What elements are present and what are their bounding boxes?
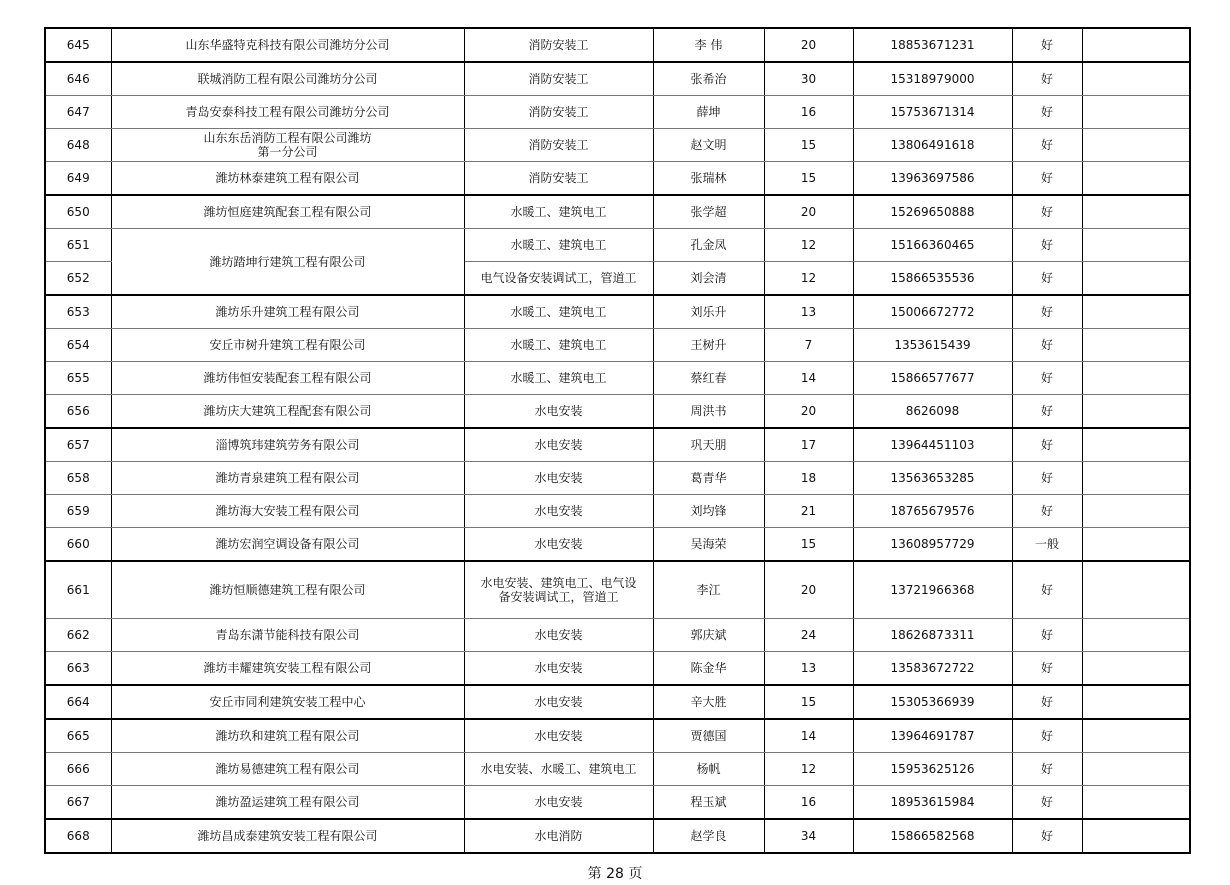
remark-cell — [1082, 362, 1190, 395]
company-cell: 潍坊林泰建筑工程有限公司 — [111, 162, 464, 196]
rating-cell: 好 — [1012, 295, 1082, 329]
company-cell: 潍坊庆大建筑工程配套有限公司 — [111, 395, 464, 429]
remark-cell — [1082, 619, 1190, 652]
rating-cell: 好 — [1012, 719, 1082, 753]
phone-cell: 18953615984 — [853, 786, 1012, 820]
headcount-cell: 13 — [764, 652, 853, 686]
remark-cell — [1082, 162, 1190, 196]
table-row — [45, 28, 1190, 62]
phone-cell: 13964451103 — [853, 428, 1012, 462]
row-number-cell: 656 — [45, 395, 111, 429]
company-cell: 潍坊伟恒安装配套工程有限公司 — [111, 362, 464, 395]
company-cell: 青岛东潇节能科技有限公司 — [111, 619, 464, 652]
headcount-cell: 12 — [764, 262, 853, 296]
table-row — [45, 619, 1190, 652]
phone-cell: 13583672722 — [853, 652, 1012, 686]
contact-name-cell: 杨帆 — [653, 753, 764, 786]
company-cell: 潍坊恒顺德建筑工程有限公司 — [111, 561, 464, 619]
headcount-cell: 15 — [764, 129, 853, 162]
headcount-cell: 15 — [764, 685, 853, 719]
rating-cell: 好 — [1012, 428, 1082, 462]
phone-cell: 15753671314 — [853, 96, 1012, 129]
contact-name-cell: 赵文明 — [653, 129, 764, 162]
contact-name-cell: 刘均锋 — [653, 495, 764, 528]
trade-cell: 水电安装 — [464, 462, 653, 495]
contact-name-cell: 周洪书 — [653, 395, 764, 429]
trade-cell: 水电安装 — [464, 619, 653, 652]
table-row — [45, 229, 1190, 262]
row-number-cell: 651 — [45, 229, 111, 262]
table-row — [45, 528, 1190, 562]
rating-cell: 好 — [1012, 262, 1082, 296]
page-number: 第 28 页 — [587, 866, 643, 882]
remark-cell — [1082, 229, 1190, 262]
row-number-cell: 648 — [45, 129, 111, 162]
headcount-cell: 15 — [764, 528, 853, 562]
row-number-cell: 666 — [45, 753, 111, 786]
rating-cell: 好 — [1012, 819, 1082, 853]
trade-cell: 水暖工、建筑电工 — [464, 329, 653, 362]
trade-cell: 水电消防 — [464, 819, 653, 853]
rating-cell: 好 — [1012, 362, 1082, 395]
table-row — [45, 129, 1190, 162]
company-cell: 潍坊丰耀建筑安装工程有限公司 — [111, 652, 464, 686]
table-row — [45, 819, 1190, 853]
phone-cell: 13963697586 — [853, 162, 1012, 196]
headcount-cell: 14 — [764, 719, 853, 753]
trade-cell: 消防安装工 — [464, 96, 653, 129]
remark-cell — [1082, 719, 1190, 753]
remark-cell — [1082, 28, 1190, 62]
table-row — [45, 786, 1190, 820]
contact-name-cell: 陈金华 — [653, 652, 764, 686]
headcount-cell: 12 — [764, 229, 853, 262]
phone-cell: 15305366939 — [853, 685, 1012, 719]
remark-cell — [1082, 753, 1190, 786]
row-number-cell: 658 — [45, 462, 111, 495]
trade-cell: 消防安装工 — [464, 129, 653, 162]
row-number-cell: 668 — [45, 819, 111, 853]
company-cell: 潍坊青泉建筑工程有限公司 — [111, 462, 464, 495]
headcount-cell: 16 — [764, 96, 853, 129]
table-row — [45, 561, 1190, 619]
table-body — [45, 28, 1190, 853]
rating-cell: 好 — [1012, 685, 1082, 719]
rating-cell: 一般 — [1012, 528, 1082, 562]
row-number-cell: 655 — [45, 362, 111, 395]
contact-name-cell: 张学超 — [653, 195, 764, 229]
row-number-cell: 661 — [45, 561, 111, 619]
rating-cell: 好 — [1012, 28, 1082, 62]
phone-cell: 13721966368 — [853, 561, 1012, 619]
phone-cell: 15006672772 — [853, 295, 1012, 329]
trade-cell: 水电安装 — [464, 395, 653, 429]
table-row — [45, 295, 1190, 329]
contact-name-cell: 赵学良 — [653, 819, 764, 853]
headcount-cell: 34 — [764, 819, 853, 853]
rating-cell: 好 — [1012, 395, 1082, 429]
trade-cell: 水电安装 — [464, 652, 653, 686]
company-cell: 潍坊宏润空调设备有限公司 — [111, 528, 464, 562]
headcount-cell: 20 — [764, 561, 853, 619]
remark-cell — [1082, 819, 1190, 853]
row-number-cell: 657 — [45, 428, 111, 462]
rating-cell: 好 — [1012, 619, 1082, 652]
remark-cell — [1082, 428, 1190, 462]
company-cell: 联城消防工程有限公司潍坊分公司 — [111, 62, 464, 96]
phone-cell: 18626873311 — [853, 619, 1012, 652]
row-number-cell: 654 — [45, 329, 111, 362]
remark-cell — [1082, 786, 1190, 820]
contact-name-cell: 程玉斌 — [653, 786, 764, 820]
trade-cell: 水电安装、建筑电工、电气设 备安装调试工，管道工 — [464, 561, 653, 619]
table-row — [45, 685, 1190, 719]
rating-cell: 好 — [1012, 129, 1082, 162]
rating-cell: 好 — [1012, 162, 1082, 196]
contact-name-cell: 吴海荣 — [653, 528, 764, 562]
phone-cell: 13806491618 — [853, 129, 1012, 162]
headcount-cell: 12 — [764, 753, 853, 786]
remark-cell — [1082, 96, 1190, 129]
rating-cell: 好 — [1012, 96, 1082, 129]
company-cell: 山东华盛特克科技有限公司潍坊分公司 — [111, 28, 464, 62]
remark-cell — [1082, 129, 1190, 162]
contact-name-cell: 贾德国 — [653, 719, 764, 753]
phone-cell: 18853671231 — [853, 28, 1012, 62]
contact-name-cell: 孔金凤 — [653, 229, 764, 262]
phone-cell: 15166360465 — [853, 229, 1012, 262]
table-row — [45, 362, 1190, 395]
contact-name-cell: 辛大胜 — [653, 685, 764, 719]
contact-name-cell: 蔡红春 — [653, 362, 764, 395]
contact-name-cell: 张希治 — [653, 62, 764, 96]
row-number-cell: 652 — [45, 262, 111, 296]
contact-name-cell: 刘会清 — [653, 262, 764, 296]
contact-name-cell: 李 伟 — [653, 28, 764, 62]
table-row — [45, 195, 1190, 229]
row-number-cell: 659 — [45, 495, 111, 528]
row-number-cell: 647 — [45, 96, 111, 129]
company-cell: 潍坊昌成泰建筑安装工程有限公司 — [111, 819, 464, 853]
company-cell: 潍坊盈运建筑工程有限公司 — [111, 786, 464, 820]
company-cell: 淄博筑玮建筑劳务有限公司 — [111, 428, 464, 462]
row-number-cell: 645 — [45, 28, 111, 62]
rating-cell: 好 — [1012, 652, 1082, 686]
remark-cell — [1082, 329, 1190, 362]
contact-name-cell: 李江 — [653, 561, 764, 619]
phone-cell: 15866582568 — [853, 819, 1012, 853]
phone-cell: 15866535536 — [853, 262, 1012, 296]
company-cell: 安丘市同利建筑安装工程中心 — [111, 685, 464, 719]
headcount-cell: 16 — [764, 786, 853, 820]
contact-name-cell: 王树升 — [653, 329, 764, 362]
headcount-cell: 24 — [764, 619, 853, 652]
table-row — [45, 652, 1190, 686]
row-number-cell: 663 — [45, 652, 111, 686]
row-number-cell: 665 — [45, 719, 111, 753]
phone-cell: 13964691787 — [853, 719, 1012, 753]
phone-cell: 15318979000 — [853, 62, 1012, 96]
row-number-cell: 646 — [45, 62, 111, 96]
trade-cell: 水电安装 — [464, 786, 653, 820]
row-number-cell: 662 — [45, 619, 111, 652]
phone-cell: 15953625126 — [853, 753, 1012, 786]
trade-cell: 水暖工、建筑电工 — [464, 229, 653, 262]
trade-cell: 水电安装 — [464, 685, 653, 719]
company-cell: 潍坊海大安装工程有限公司 — [111, 495, 464, 528]
remark-cell — [1082, 295, 1190, 329]
remark-cell — [1082, 195, 1190, 229]
trade-cell: 水电安装 — [464, 528, 653, 562]
company-cell: 山东东岳消防工程有限公司潍坊 第一分公司 — [111, 129, 464, 162]
contact-name-cell: 葛青华 — [653, 462, 764, 495]
headcount-cell: 14 — [764, 362, 853, 395]
contact-name-cell: 张瑞林 — [653, 162, 764, 196]
contact-name-cell: 薛坤 — [653, 96, 764, 129]
company-cell: 安丘市树升建筑工程有限公司 — [111, 329, 464, 362]
row-number-cell: 650 — [45, 195, 111, 229]
rating-cell: 好 — [1012, 195, 1082, 229]
table-row — [45, 719, 1190, 753]
headcount-cell: 20 — [764, 28, 853, 62]
remark-cell — [1082, 652, 1190, 686]
contact-name-cell: 巩天朋 — [653, 428, 764, 462]
headcount-cell: 20 — [764, 395, 853, 429]
phone-cell: 1353615439 — [853, 329, 1012, 362]
trade-cell: 水电安装 — [464, 719, 653, 753]
rating-cell: 好 — [1012, 62, 1082, 96]
headcount-cell: 18 — [764, 462, 853, 495]
phone-cell: 15866577677 — [853, 362, 1012, 395]
trade-cell: 电气设备安装调试工，管道工 — [464, 262, 653, 296]
trade-cell: 水电安装 — [464, 428, 653, 462]
rating-cell: 好 — [1012, 786, 1082, 820]
table-row — [45, 495, 1190, 528]
company-cell: 潍坊恒庭建筑配套工程有限公司 — [111, 195, 464, 229]
company-cell: 潍坊乐升建筑工程有限公司 — [111, 295, 464, 329]
remark-cell — [1082, 561, 1190, 619]
company-cell: 潍坊踏坤行建筑工程有限公司 — [111, 229, 464, 296]
remark-cell — [1082, 495, 1190, 528]
remark-cell — [1082, 262, 1190, 296]
table-row — [45, 329, 1190, 362]
rating-cell: 好 — [1012, 462, 1082, 495]
headcount-cell: 13 — [764, 295, 853, 329]
table-row — [45, 62, 1190, 96]
row-number-cell: 660 — [45, 528, 111, 562]
headcount-cell: 15 — [764, 162, 853, 196]
headcount-cell: 17 — [764, 428, 853, 462]
trade-cell: 水电安装、水暖工、建筑电工 — [464, 753, 653, 786]
rating-cell: 好 — [1012, 229, 1082, 262]
table-row — [45, 462, 1190, 495]
phone-cell: 13563653285 — [853, 462, 1012, 495]
trade-cell: 消防安装工 — [464, 62, 653, 96]
company-cell: 青岛安泰科技工程有限公司潍坊分公司 — [111, 96, 464, 129]
remark-cell — [1082, 62, 1190, 96]
table-row — [45, 395, 1190, 429]
headcount-cell: 20 — [764, 195, 853, 229]
trade-cell: 水暖工、建筑电工 — [464, 195, 653, 229]
rating-cell: 好 — [1012, 753, 1082, 786]
headcount-cell: 7 — [764, 329, 853, 362]
contractor-table — [44, 27, 1191, 854]
rating-cell: 好 — [1012, 561, 1082, 619]
phone-cell: 18765679576 — [853, 495, 1012, 528]
trade-cell: 水电安装 — [464, 495, 653, 528]
company-cell: 潍坊易德建筑工程有限公司 — [111, 753, 464, 786]
trade-cell: 水暖工、建筑电工 — [464, 295, 653, 329]
trade-cell: 消防安装工 — [464, 28, 653, 62]
remark-cell — [1082, 528, 1190, 562]
rating-cell: 好 — [1012, 495, 1082, 528]
trade-cell: 消防安装工 — [464, 162, 653, 196]
trade-cell: 水暖工、建筑电工 — [464, 362, 653, 395]
table-row — [45, 753, 1190, 786]
phone-cell: 15269650888 — [853, 195, 1012, 229]
company-cell: 潍坊玖和建筑工程有限公司 — [111, 719, 464, 753]
table-row — [45, 428, 1190, 462]
remark-cell — [1082, 395, 1190, 429]
row-number-cell: 664 — [45, 685, 111, 719]
row-number-cell: 649 — [45, 162, 111, 196]
contact-name-cell: 刘乐升 — [653, 295, 764, 329]
row-number-cell: 653 — [45, 295, 111, 329]
remark-cell — [1082, 685, 1190, 719]
remark-cell — [1082, 462, 1190, 495]
contact-name-cell: 郭庆斌 — [653, 619, 764, 652]
table-row — [45, 96, 1190, 129]
headcount-cell: 30 — [764, 62, 853, 96]
phone-cell: 8626098 — [853, 395, 1012, 429]
rating-cell: 好 — [1012, 329, 1082, 362]
phone-cell: 13608957729 — [853, 528, 1012, 562]
row-number-cell: 667 — [45, 786, 111, 820]
headcount-cell: 21 — [764, 495, 853, 528]
table-row — [45, 162, 1190, 196]
